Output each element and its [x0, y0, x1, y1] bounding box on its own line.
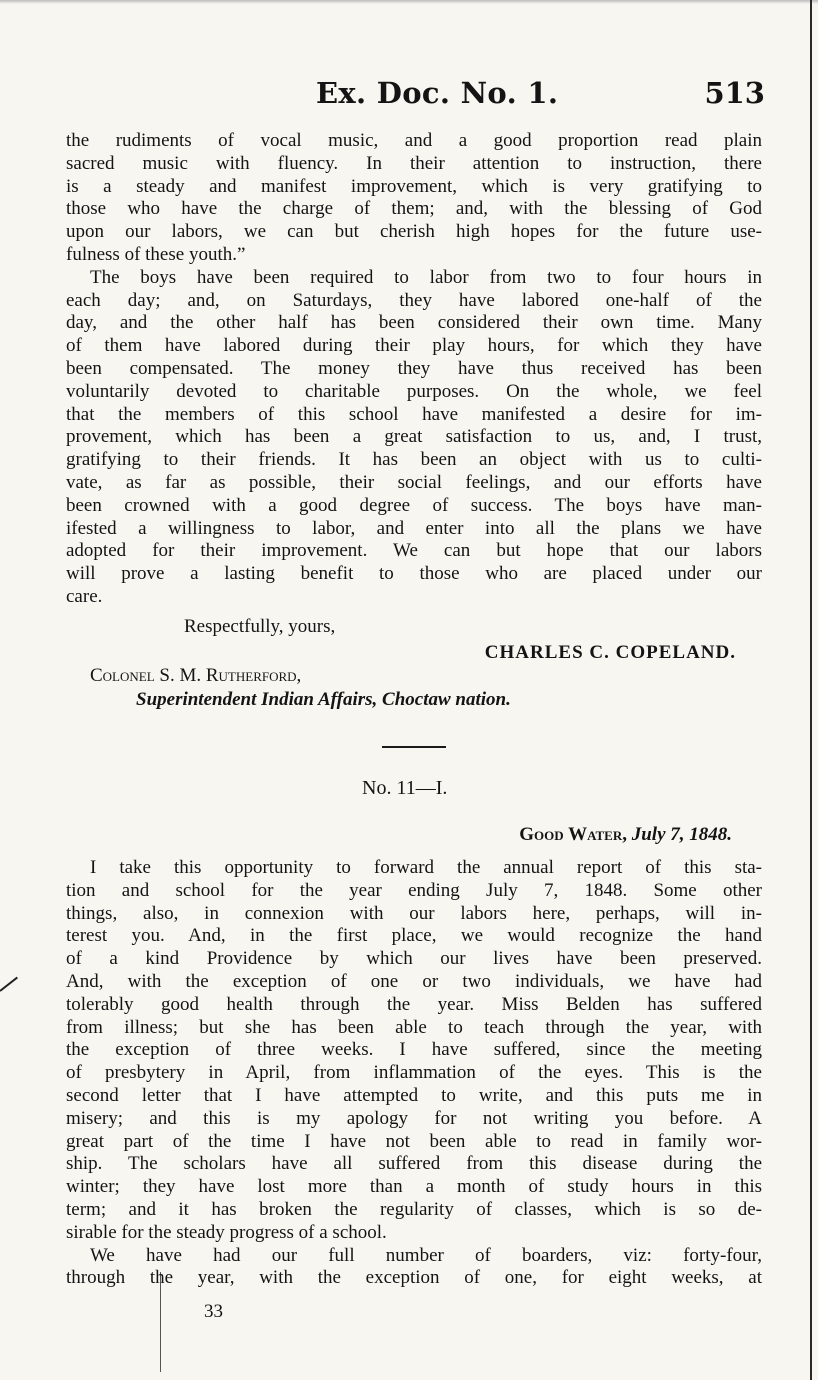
text-line: upon our labors, we can but cherish high hopes for the future use-: [66, 221, 762, 243]
text-line: We have had our full number of boarders, viz: forty-four,: [90, 1244, 762, 1266]
text-line: will prove a lasting benefit to those who are placed under our: [66, 563, 762, 585]
text-line: vate, as far as possible, their social feelings, and our efforts have: [66, 471, 762, 493]
text-line: the exception of three weeks. I have suffered, since the meeting: [66, 1039, 762, 1061]
dateline-place: Good Water,: [519, 824, 627, 845]
text-line: each day; and, on Saturdays, they have labored one-half of the: [66, 289, 762, 311]
text-line: second letter that I have attempted to write, and this puts me in: [66, 1084, 762, 1106]
text-line: of presbytery in April, from inflammation of the eyes. This is the: [66, 1062, 762, 1084]
text-line: those who have the charge of them; and, with the blessing of God: [66, 198, 762, 220]
page-number: 513: [704, 76, 765, 110]
letter-good-water-body: [66, 857, 762, 1290]
text-line: fulness of these youth.”: [66, 243, 246, 265]
section-divider: [382, 746, 446, 748]
text-line: I take this opportunity to forward the annual report of this sta-: [90, 857, 762, 878]
dateline: [519, 824, 732, 846]
text-line: that the members of this school have manifested a desire for im-: [66, 403, 762, 425]
signature-mark: 33: [204, 1301, 223, 1322]
text-line: of them have labored during their play hours, for which they have: [66, 335, 762, 357]
text-line: care.: [66, 585, 103, 607]
text-line: ifested a willingness to labor, and enter into all the plans we have: [66, 517, 762, 539]
text-line: winter; they have lost more than a month of study hours in this: [66, 1176, 762, 1198]
text-line: sacred music with fluency. In their attention to instruction, there: [66, 152, 762, 174]
text-line: through the year, with the exception of one, for eight weeks, at: [66, 1267, 762, 1289]
page-top-edge: [0, 0, 818, 4]
text-line: of a kind Providence by which our lives have been preserved.: [66, 948, 762, 970]
text-line: term; and it has broken the regularity of classes, which is so de-: [66, 1198, 762, 1220]
letter-addressee: Colonel S. M. Rutherford,: [90, 665, 302, 686]
page-right-edge: [810, 0, 812, 1380]
text-line: And, with the exception of one or two individuals, we have had: [66, 970, 762, 992]
letter-copeland-body: [66, 130, 762, 609]
text-line: great part of the time I have not been able to read in family wor-: [66, 1130, 762, 1152]
text-line: ship. The scholars have all suffered from this disease during the: [66, 1153, 762, 1175]
running-header-title: Ex. Doc. No. 1.: [316, 76, 559, 110]
section-heading: No. 11—I.: [362, 777, 448, 799]
text-line: from illness; but she has been able to teach through the year, with: [66, 1016, 762, 1038]
dateline-date: July 7, 1848.: [631, 824, 732, 845]
margin-mark: [0, 977, 18, 992]
text-line: is a steady and manifest improvement, which is very gratifying to: [66, 175, 762, 197]
text-line: The boys have been required to labor from two to four hours in: [90, 266, 762, 288]
text-line: gratifying to their friends. It has been an object with us to culti-: [66, 449, 762, 471]
text-line: been compensated. The money they have thus received has been: [66, 357, 762, 379]
text-line: things, also, in connexion with our labors here, perhaps, will in-: [66, 902, 762, 924]
letter-signature: CHARLES C. COPELAND.: [484, 642, 736, 663]
text-line: been crowned with a good degree of success. The boys have man-: [66, 494, 762, 516]
letter-addressee-title: Superintendent Indian Affairs, Choctaw nation.: [136, 689, 511, 710]
text-line: the rudiments of vocal music, and a good proportion read plain: [66, 130, 762, 151]
text-line: day, and the other half has been considered their own time. Many: [66, 312, 762, 334]
text-line: tolerably good health through the year. Miss Belden has suffered: [66, 993, 762, 1015]
text-line: voluntarily devoted to charitable purposes. On the whole, we feel: [66, 380, 762, 402]
text-line: provement, which has been a great satisfaction to us, and, I trust,: [66, 426, 762, 448]
text-line: terest you. And, in the first place, we would recognize the hand: [66, 925, 762, 947]
text-line: adopted for their improvement. We can but hope that our labors: [66, 540, 762, 562]
text-line: sirable for the steady progress of a school.: [66, 1221, 387, 1243]
text-line: misery; and this is my apology for not writing you before. A: [66, 1107, 762, 1129]
text-line: tion and school for the year ending July 7, 1848. Some other: [66, 879, 762, 901]
letter-closing: Respectfully, yours,: [184, 616, 336, 637]
